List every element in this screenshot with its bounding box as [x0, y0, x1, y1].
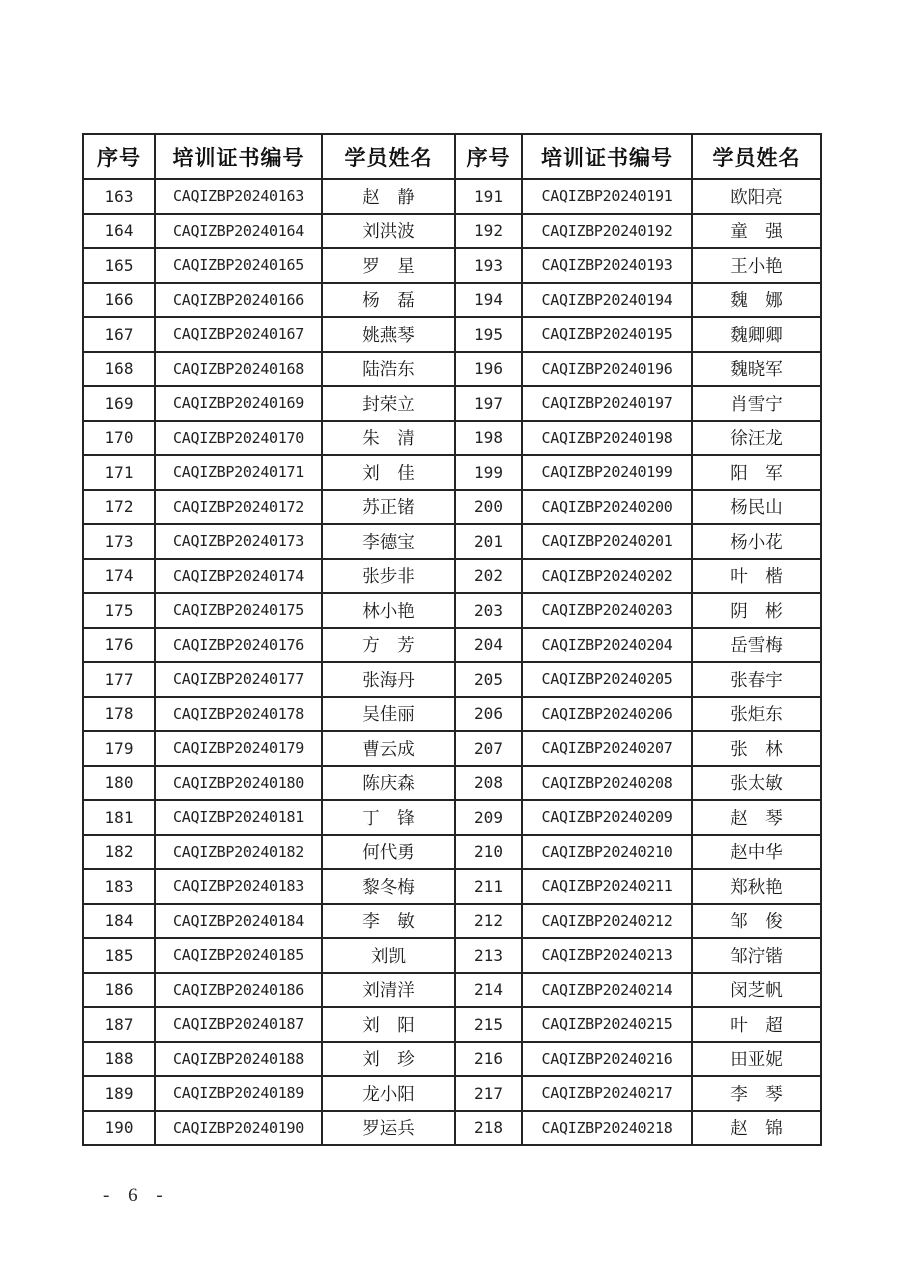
student-name-cell: 李德宝 — [322, 524, 455, 559]
certificate-number-cell: CAQIZBP20240215 — [522, 1007, 692, 1042]
student-name-cell: 姚燕琴 — [322, 317, 455, 352]
serial-number-cell: 216 — [455, 1042, 522, 1077]
student-name-cell: 叶 超 — [692, 1007, 821, 1042]
certificate-number-cell: CAQIZBP20240211 — [522, 869, 692, 904]
table-row — [83, 800, 821, 835]
student-name-cell: 闵芝帆 — [692, 973, 821, 1008]
certificate-number-cell: CAQIZBP20240164 — [155, 214, 322, 249]
student-name-cell: 陆浩东 — [322, 352, 455, 387]
student-name-cell: 黎冬梅 — [322, 869, 455, 904]
student-name-cell: 邹泞锴 — [692, 938, 821, 973]
column-header-certificate-number: 培训证书编号 — [522, 134, 692, 179]
certificate-number-cell: CAQIZBP20240218 — [522, 1111, 692, 1146]
student-name-cell: 陈庆森 — [322, 766, 455, 801]
serial-number-cell: 209 — [455, 800, 522, 835]
roster-body — [83, 179, 821, 1145]
serial-number-cell: 206 — [455, 697, 522, 732]
serial-number-cell: 170 — [83, 421, 155, 456]
certificate-number-cell: CAQIZBP20240176 — [155, 628, 322, 663]
serial-number-cell: 169 — [83, 386, 155, 421]
certificate-number-cell: CAQIZBP20240207 — [522, 731, 692, 766]
serial-number-cell: 166 — [83, 283, 155, 318]
serial-number-cell: 203 — [455, 593, 522, 628]
certificate-number-cell: CAQIZBP20240213 — [522, 938, 692, 973]
certificate-number-cell: CAQIZBP20240198 — [522, 421, 692, 456]
certificate-number-cell: CAQIZBP20240203 — [522, 593, 692, 628]
table-row — [83, 490, 821, 525]
serial-number-cell: 164 — [83, 214, 155, 249]
student-name-cell: 罗 星 — [322, 248, 455, 283]
certificate-number-cell: CAQIZBP20240217 — [522, 1076, 692, 1111]
table-row — [83, 214, 821, 249]
table-row — [83, 559, 821, 594]
student-name-cell: 邹 俊 — [692, 904, 821, 939]
table-row — [83, 593, 821, 628]
student-name-cell: 龙小阳 — [322, 1076, 455, 1111]
serial-number-cell: 197 — [455, 386, 522, 421]
certificate-number-cell: CAQIZBP20240174 — [155, 559, 322, 594]
serial-number-cell: 217 — [455, 1076, 522, 1111]
serial-number-cell: 207 — [455, 731, 522, 766]
serial-number-cell: 204 — [455, 628, 522, 663]
table-row — [83, 455, 821, 490]
table-row — [83, 835, 821, 870]
certificate-number-cell: CAQIZBP20240187 — [155, 1007, 322, 1042]
table-row — [83, 628, 821, 663]
table-row — [83, 731, 821, 766]
student-name-cell: 曹云成 — [322, 731, 455, 766]
column-header-student-name: 学员姓名 — [692, 134, 821, 179]
roster-header-row — [83, 134, 821, 179]
certificate-number-cell: CAQIZBP20240208 — [522, 766, 692, 801]
certificate-number-cell: CAQIZBP20240186 — [155, 973, 322, 1008]
table-row — [83, 697, 821, 732]
serial-number-cell: 189 — [83, 1076, 155, 1111]
serial-number-cell: 175 — [83, 593, 155, 628]
certificate-number-cell: CAQIZBP20240183 — [155, 869, 322, 904]
certificate-number-cell: CAQIZBP20240193 — [522, 248, 692, 283]
certificate-number-cell: CAQIZBP20240216 — [522, 1042, 692, 1077]
table-row — [83, 524, 821, 559]
student-name-cell: 朱 清 — [322, 421, 455, 456]
student-name-cell: 赵 琴 — [692, 800, 821, 835]
student-name-cell: 罗运兵 — [322, 1111, 455, 1146]
serial-number-cell: 165 — [83, 248, 155, 283]
table-row — [83, 352, 821, 387]
student-name-cell: 叶 楷 — [692, 559, 821, 594]
certificate-number-cell: CAQIZBP20240170 — [155, 421, 322, 456]
student-name-cell: 魏卿卿 — [692, 317, 821, 352]
serial-number-cell: 200 — [455, 490, 522, 525]
table-row — [83, 869, 821, 904]
table-row — [83, 973, 821, 1008]
student-name-cell: 张海丹 — [322, 662, 455, 697]
student-name-cell: 丁 锋 — [322, 800, 455, 835]
student-name-cell: 张步非 — [322, 559, 455, 594]
student-name-cell: 阴 彬 — [692, 593, 821, 628]
certificate-number-cell: CAQIZBP20240189 — [155, 1076, 322, 1111]
serial-number-cell: 177 — [83, 662, 155, 697]
certificate-number-cell: CAQIZBP20240181 — [155, 800, 322, 835]
student-name-cell: 赵中华 — [692, 835, 821, 870]
table-row — [83, 904, 821, 939]
serial-number-cell: 208 — [455, 766, 522, 801]
certificate-number-cell: CAQIZBP20240182 — [155, 835, 322, 870]
student-name-cell: 封荣立 — [322, 386, 455, 421]
certificate-number-cell: CAQIZBP20240194 — [522, 283, 692, 318]
serial-number-cell: 192 — [455, 214, 522, 249]
student-name-cell: 魏 娜 — [692, 283, 821, 318]
certificate-number-cell: CAQIZBP20240191 — [522, 179, 692, 214]
certificate-number-cell: CAQIZBP20240212 — [522, 904, 692, 939]
student-name-cell: 张炬东 — [692, 697, 821, 732]
serial-number-cell: 193 — [455, 248, 522, 283]
certificate-number-cell: CAQIZBP20240175 — [155, 593, 322, 628]
serial-number-cell: 198 — [455, 421, 522, 456]
certificate-number-cell: CAQIZBP20240165 — [155, 248, 322, 283]
student-name-cell: 李 敏 — [322, 904, 455, 939]
student-name-cell: 刘 阳 — [322, 1007, 455, 1042]
column-header-certificate-number: 培训证书编号 — [155, 134, 322, 179]
student-name-cell: 欧阳亮 — [692, 179, 821, 214]
student-name-cell: 岳雪梅 — [692, 628, 821, 663]
serial-number-cell: 182 — [83, 835, 155, 870]
student-name-cell: 魏晓军 — [692, 352, 821, 387]
serial-number-cell: 196 — [455, 352, 522, 387]
serial-number-cell: 174 — [83, 559, 155, 594]
table-row — [83, 1042, 821, 1077]
table-row — [83, 766, 821, 801]
certificate-number-cell: CAQIZBP20240214 — [522, 973, 692, 1008]
serial-number-cell: 188 — [83, 1042, 155, 1077]
serial-number-cell: 173 — [83, 524, 155, 559]
serial-number-cell: 171 — [83, 455, 155, 490]
student-name-cell: 童 强 — [692, 214, 821, 249]
serial-number-cell: 186 — [83, 973, 155, 1008]
serial-number-cell: 202 — [455, 559, 522, 594]
column-header-student-name: 学员姓名 — [322, 134, 455, 179]
certificate-number-cell: CAQIZBP20240178 — [155, 697, 322, 732]
serial-number-cell: 218 — [455, 1111, 522, 1146]
serial-number-cell: 163 — [83, 179, 155, 214]
certificate-number-cell: CAQIZBP20240210 — [522, 835, 692, 870]
table-row — [83, 1111, 821, 1146]
table-row — [83, 179, 821, 214]
certificate-number-cell: CAQIZBP20240199 — [522, 455, 692, 490]
serial-number-cell: 183 — [83, 869, 155, 904]
serial-number-cell: 184 — [83, 904, 155, 939]
certificate-number-cell: CAQIZBP20240200 — [522, 490, 692, 525]
column-header-serial-number: 序号 — [455, 134, 522, 179]
certificate-roster-table — [82, 133, 822, 1146]
serial-number-cell: 168 — [83, 352, 155, 387]
certificate-number-cell: CAQIZBP20240195 — [522, 317, 692, 352]
serial-number-cell: 178 — [83, 697, 155, 732]
student-name-cell: 李 琴 — [692, 1076, 821, 1111]
student-name-cell: 何代勇 — [322, 835, 455, 870]
student-name-cell: 林小艳 — [322, 593, 455, 628]
certificate-number-cell: CAQIZBP20240166 — [155, 283, 322, 318]
serial-number-cell: 214 — [455, 973, 522, 1008]
student-name-cell: 方 芳 — [322, 628, 455, 663]
serial-number-cell: 190 — [83, 1111, 155, 1146]
student-name-cell: 吴佳丽 — [322, 697, 455, 732]
serial-number-cell: 179 — [83, 731, 155, 766]
student-name-cell: 张太敏 — [692, 766, 821, 801]
certificate-number-cell: CAQIZBP20240180 — [155, 766, 322, 801]
certificate-number-cell: CAQIZBP20240206 — [522, 697, 692, 732]
student-name-cell: 张春宇 — [692, 662, 821, 697]
student-name-cell: 刘洪波 — [322, 214, 455, 249]
student-name-cell: 刘 珍 — [322, 1042, 455, 1077]
serial-number-cell: 176 — [83, 628, 155, 663]
serial-number-cell: 201 — [455, 524, 522, 559]
certificate-number-cell: CAQIZBP20240177 — [155, 662, 322, 697]
table-row — [83, 1007, 821, 1042]
column-header-serial-number: 序号 — [83, 134, 155, 179]
serial-number-cell: 167 — [83, 317, 155, 352]
student-name-cell: 郑秋艳 — [692, 869, 821, 904]
serial-number-cell: 181 — [83, 800, 155, 835]
certificate-number-cell: CAQIZBP20240197 — [522, 386, 692, 421]
student-name-cell: 苏正锗 — [322, 490, 455, 525]
serial-number-cell: 211 — [455, 869, 522, 904]
table-row — [83, 662, 821, 697]
certificate-number-cell: CAQIZBP20240192 — [522, 214, 692, 249]
certificate-number-cell: CAQIZBP20240167 — [155, 317, 322, 352]
serial-number-cell: 187 — [83, 1007, 155, 1042]
serial-number-cell: 205 — [455, 662, 522, 697]
table-row — [83, 421, 821, 456]
student-name-cell: 刘凯 — [322, 938, 455, 973]
table-row — [83, 283, 821, 318]
page-number: - 6 - — [103, 1185, 170, 1206]
student-name-cell: 赵 静 — [322, 179, 455, 214]
table-row — [83, 938, 821, 973]
certificate-number-cell: CAQIZBP20240184 — [155, 904, 322, 939]
certificate-number-cell: CAQIZBP20240185 — [155, 938, 322, 973]
certificate-number-cell: CAQIZBP20240179 — [155, 731, 322, 766]
table-row — [83, 1076, 821, 1111]
table-row — [83, 317, 821, 352]
serial-number-cell: 191 — [455, 179, 522, 214]
serial-number-cell: 185 — [83, 938, 155, 973]
serial-number-cell: 215 — [455, 1007, 522, 1042]
certificate-number-cell: CAQIZBP20240163 — [155, 179, 322, 214]
certificate-number-cell: CAQIZBP20240190 — [155, 1111, 322, 1146]
serial-number-cell: 199 — [455, 455, 522, 490]
serial-number-cell: 194 — [455, 283, 522, 318]
student-name-cell: 王小艳 — [692, 248, 821, 283]
certificate-number-cell: CAQIZBP20240169 — [155, 386, 322, 421]
student-name-cell: 刘清洋 — [322, 973, 455, 1008]
student-name-cell: 张 林 — [692, 731, 821, 766]
student-name-cell: 赵 锦 — [692, 1111, 821, 1146]
serial-number-cell: 180 — [83, 766, 155, 801]
serial-number-cell: 212 — [455, 904, 522, 939]
serial-number-cell: 213 — [455, 938, 522, 973]
certificate-number-cell: CAQIZBP20240209 — [522, 800, 692, 835]
certificate-number-cell: CAQIZBP20240196 — [522, 352, 692, 387]
certificate-number-cell: CAQIZBP20240204 — [522, 628, 692, 663]
student-name-cell: 杨小花 — [692, 524, 821, 559]
table-row — [83, 386, 821, 421]
certificate-number-cell: CAQIZBP20240202 — [522, 559, 692, 594]
student-name-cell: 肖雪宁 — [692, 386, 821, 421]
serial-number-cell: 210 — [455, 835, 522, 870]
student-name-cell: 杨 磊 — [322, 283, 455, 318]
certificate-number-cell: CAQIZBP20240205 — [522, 662, 692, 697]
student-name-cell: 田亚妮 — [692, 1042, 821, 1077]
table-row — [83, 248, 821, 283]
certificate-number-cell: CAQIZBP20240188 — [155, 1042, 322, 1077]
student-name-cell: 徐汪龙 — [692, 421, 821, 456]
serial-number-cell: 195 — [455, 317, 522, 352]
certificate-number-cell: CAQIZBP20240173 — [155, 524, 322, 559]
certificate-number-cell: CAQIZBP20240172 — [155, 490, 322, 525]
student-name-cell: 阳 军 — [692, 455, 821, 490]
certificate-number-cell: CAQIZBP20240171 — [155, 455, 322, 490]
certificate-number-cell: CAQIZBP20240168 — [155, 352, 322, 387]
serial-number-cell: 172 — [83, 490, 155, 525]
student-name-cell: 刘 佳 — [322, 455, 455, 490]
certificate-number-cell: CAQIZBP20240201 — [522, 524, 692, 559]
student-name-cell: 杨民山 — [692, 490, 821, 525]
